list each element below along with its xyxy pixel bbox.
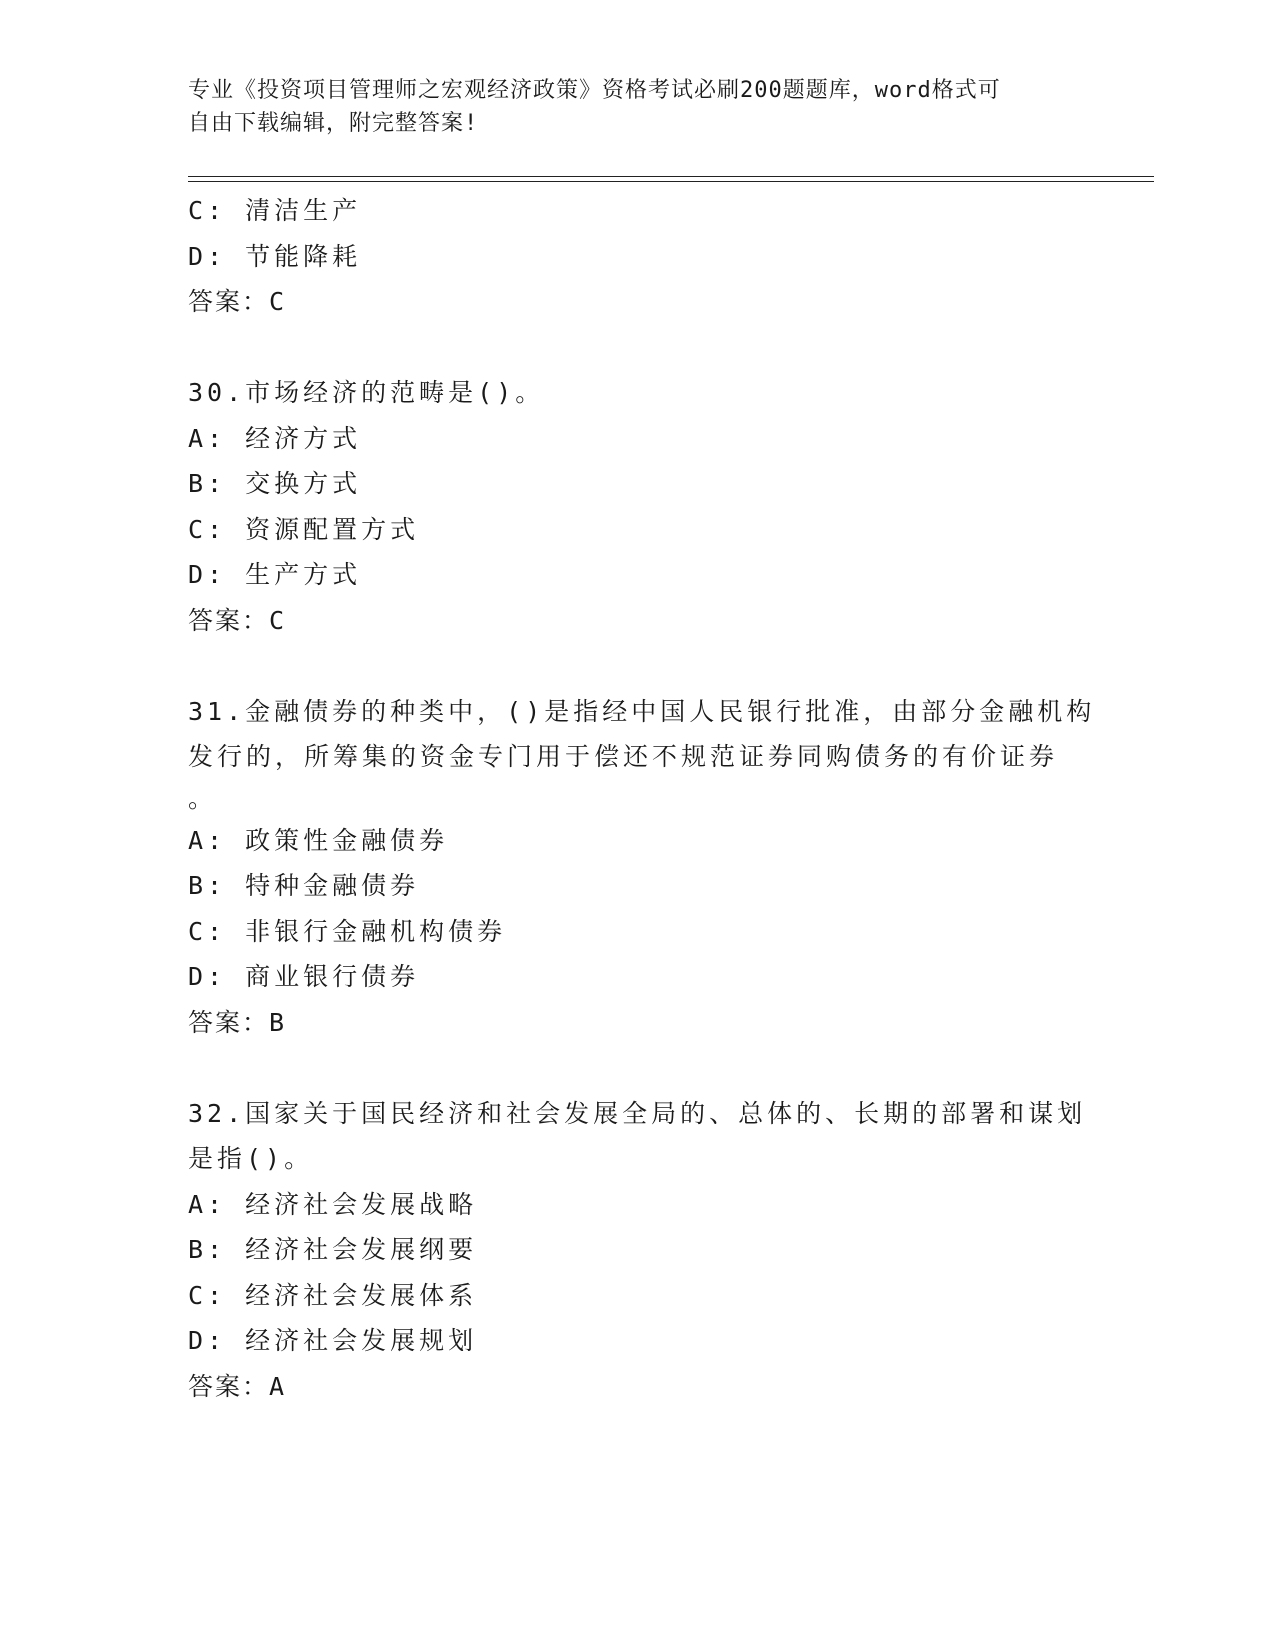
- option-d: [188, 954, 1088, 1000]
- answer-line: 答案：C: [188, 605, 287, 635]
- question-stem: 30.市场经济的范畴是()。: [188, 378, 545, 407]
- option-label: C:: [188, 514, 227, 544]
- question-stem-line-3: 。: [188, 783, 218, 813]
- option-b: [188, 863, 1088, 909]
- option-text: 政策性金融债券: [245, 825, 449, 855]
- question-31: [188, 689, 1096, 1046]
- option-b: [188, 1227, 1088, 1273]
- option-text: 清洁生产: [245, 196, 362, 225]
- header-rule-top: [188, 176, 1154, 177]
- option-b: [188, 461, 1088, 507]
- answer-line: 答案：B: [188, 1007, 287, 1037]
- option-label: B:: [188, 1235, 227, 1264]
- option-label: C:: [188, 1280, 227, 1310]
- option-text: 生产方式: [245, 560, 362, 589]
- header-line-2: 自由下载编辑，附完整答案!: [188, 111, 479, 136]
- option-text: 特种金融债券: [245, 871, 420, 900]
- question-list: [188, 188, 1096, 1409]
- option-text: 商业银行债券: [245, 962, 420, 991]
- option-text: 交换方式: [245, 469, 362, 498]
- question-32: [188, 1091, 1088, 1410]
- question-30: [188, 370, 1088, 643]
- option-text: 经济社会发展规划: [245, 1326, 478, 1355]
- document-header: [188, 74, 1088, 140]
- option-d: [188, 552, 1088, 598]
- answer-line: 答案：A: [188, 1371, 287, 1401]
- option-c: [188, 1273, 1088, 1319]
- option-label: D:: [188, 560, 227, 589]
- option-label: D:: [188, 1326, 227, 1355]
- question-stem-line-2: 是指()。: [188, 1144, 314, 1173]
- option-label: A:: [188, 423, 227, 453]
- question-stem-line-1: 31.金融债券的种类中，()是指经中国人民银行批准，由部分金融机构: [188, 696, 1096, 726]
- option-label: B:: [188, 871, 227, 900]
- spacer: [188, 1045, 1088, 1091]
- option-text: 节能降耗: [245, 241, 362, 271]
- option-label: B:: [188, 469, 227, 498]
- answer-line: 答案：C: [188, 287, 287, 316]
- question-stem-line-1: 32.国家关于国民经济和社会发展全局的、总体的、长期的部署和谋划: [188, 1098, 1087, 1128]
- option-label: D:: [188, 962, 227, 991]
- option-c: [188, 909, 1088, 955]
- option-a: [188, 416, 1088, 462]
- option-text: 经济社会发展纲要: [245, 1235, 478, 1264]
- spacer: [188, 643, 1088, 689]
- option-text: 资源配置方式: [245, 514, 420, 544]
- option-text: 经济方式: [245, 423, 362, 453]
- option-a: [188, 1182, 1088, 1228]
- header-line-1: 专业《投资项目管理师之宏观经济政策》资格考试必刷200题题库，word格式可: [188, 78, 1001, 103]
- option-label: D:: [188, 241, 227, 271]
- option-text: 经济社会发展体系: [245, 1280, 478, 1310]
- option-d: [188, 234, 1088, 280]
- option-label: A:: [188, 825, 227, 855]
- question-29-continuation: [188, 188, 1088, 325]
- option-d: [188, 1318, 1088, 1364]
- option-text: 非银行金融机构债券: [245, 916, 507, 946]
- header-rule-bottom: [188, 181, 1154, 182]
- option-label: A:: [188, 1189, 227, 1219]
- spacer: [188, 325, 1088, 371]
- question-stem-line-2: 发行的，所筹集的资金专门用于偿还不规范证券同购债务的有价证券: [188, 742, 1059, 771]
- option-text: 经济社会发展战略: [245, 1189, 478, 1219]
- option-label: C:: [188, 916, 227, 946]
- option-label: C:: [188, 196, 227, 225]
- option-c: [188, 188, 1088, 234]
- option-a: [188, 818, 1088, 864]
- option-c: [188, 507, 1088, 553]
